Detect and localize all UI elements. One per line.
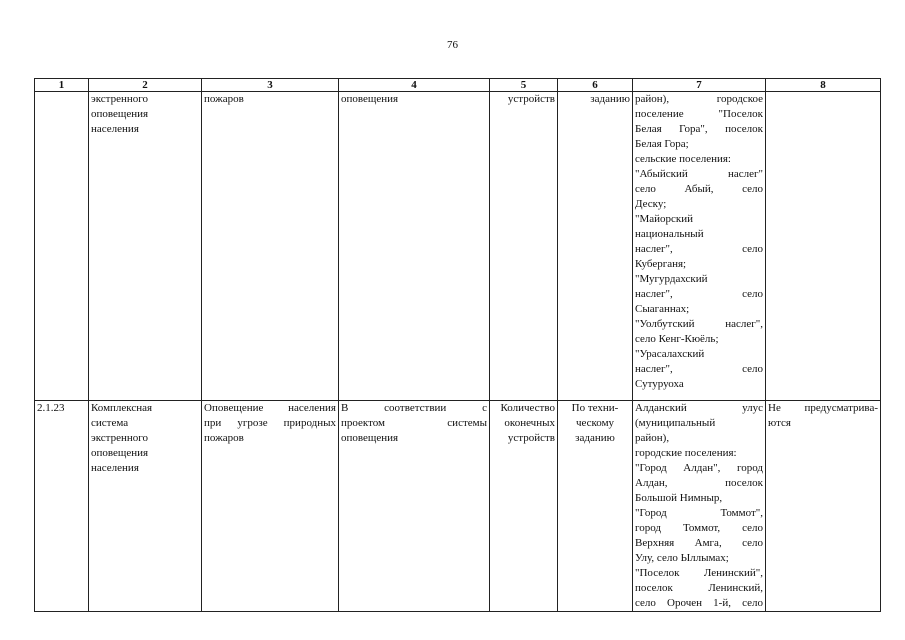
column-number: 5 [490, 79, 558, 92]
column-number: 6 [558, 79, 633, 92]
purpose-cell: пожаров [202, 92, 339, 401]
cell-line: оповещения [341, 432, 399, 444]
cell-line: В соответствии с [341, 402, 487, 414]
cell-line: село Абый, село [635, 183, 763, 195]
cell-line: "Поселок Ленинский", [635, 567, 763, 579]
cell-line: пожаров [204, 432, 244, 444]
spec-cell: заданию [558, 92, 633, 401]
cell-line: ческому [575, 417, 615, 429]
cell-line: оповещения [91, 447, 149, 459]
cell-line: Куберганя; [635, 258, 687, 270]
item-number-cell [35, 92, 89, 401]
cell-line: село Кенг-Кюёль; [635, 333, 719, 345]
column-number: 8 [766, 79, 881, 92]
cell-line: оповещения [91, 108, 149, 120]
cell-line: Большой Нимныр, [635, 492, 723, 504]
cell-line: район), городское [635, 93, 763, 105]
cell-line: село Орочен 1-й, село [635, 597, 763, 609]
cell-line: населения [91, 462, 139, 474]
cell-line: экстренного [91, 432, 149, 444]
cell-line: город Томмот, село [635, 522, 763, 534]
composition-cell [339, 401, 490, 612]
notes-cell [766, 401, 881, 612]
cell-line: Белая Гора; [635, 138, 689, 150]
cell-line: Сутуруоха [635, 378, 684, 390]
cell-line: "Урасалахский [635, 348, 705, 360]
cell-line: (муниципальный [635, 417, 716, 429]
cell-line: оконечных [504, 417, 555, 429]
cell-line: Комплексная [91, 402, 153, 414]
measures-table [34, 78, 881, 612]
location-cell [633, 92, 766, 401]
cell-line: городские поселения: [635, 447, 737, 459]
cell-line: при угрозе природных [204, 417, 336, 429]
cell-line: проектом системы [341, 417, 487, 429]
column-number: 3 [202, 79, 339, 92]
cell-line: Улу, село Ыллымах; [635, 552, 729, 564]
cell-line: Верхняя Амга, село [635, 537, 763, 549]
column-number: 1 [35, 79, 89, 92]
cell-line: ются [768, 417, 791, 429]
cell-line: Оповещение населения [204, 402, 336, 414]
composition-cell: оповещения [339, 92, 490, 401]
table-row [35, 92, 881, 401]
cell-line: "Город Томмот", [635, 507, 763, 519]
cell-line: наслег", село [635, 288, 763, 300]
cell-line: поселение "Поселок [635, 108, 763, 120]
cell-line: Сыаганнах; [635, 303, 690, 315]
cell-line: По техни- [571, 402, 619, 414]
cell-line: Деску; [635, 198, 667, 210]
cell-line: Белая Гора", поселок [635, 123, 763, 135]
cell-line: экстренного [91, 93, 149, 105]
cell-line: система [91, 417, 129, 429]
system-name-cell [89, 401, 202, 612]
location-cell [633, 401, 766, 612]
cell-line: поселок Ленинский, [635, 582, 763, 594]
cell-line: Количество [500, 402, 555, 414]
spec-cell [558, 401, 633, 612]
cell-line: сельские поселения: [635, 153, 731, 165]
notes-cell [766, 92, 881, 401]
cell-line: Алдан, поселок [635, 477, 763, 489]
cell-line: наслег", село [635, 243, 763, 255]
cell-line: заданию [575, 432, 615, 444]
cell-line: национальный [635, 228, 704, 240]
cell-line: населения [91, 123, 139, 135]
cell-line: Алданский улус [635, 402, 763, 414]
quantity-cell: устройств [490, 92, 558, 401]
cell-line: район), [635, 432, 670, 444]
column-number: 4 [339, 79, 490, 92]
page-number: 76 [447, 39, 458, 51]
column-number: 2 [89, 79, 202, 92]
system-name-cell [89, 92, 202, 401]
column-number-row [35, 79, 881, 92]
cell-line: "Город Алдан", город [635, 462, 763, 474]
cell-line: наслег", село [635, 363, 763, 375]
cell-line: устройств [507, 432, 555, 444]
cell-line: "Мугурдахский [635, 273, 708, 285]
item-number-cell: 2.1.23 [35, 401, 89, 612]
cell-line: "Уолбутский наслег", [635, 318, 763, 330]
table-row [35, 401, 881, 612]
column-number: 7 [633, 79, 766, 92]
cell-line: Не предусматрива- [768, 402, 878, 414]
purpose-cell [202, 401, 339, 612]
cell-line: "Майорский [635, 213, 694, 225]
quantity-cell [490, 401, 558, 612]
cell-line: "Абыйский наслег" [635, 168, 763, 180]
